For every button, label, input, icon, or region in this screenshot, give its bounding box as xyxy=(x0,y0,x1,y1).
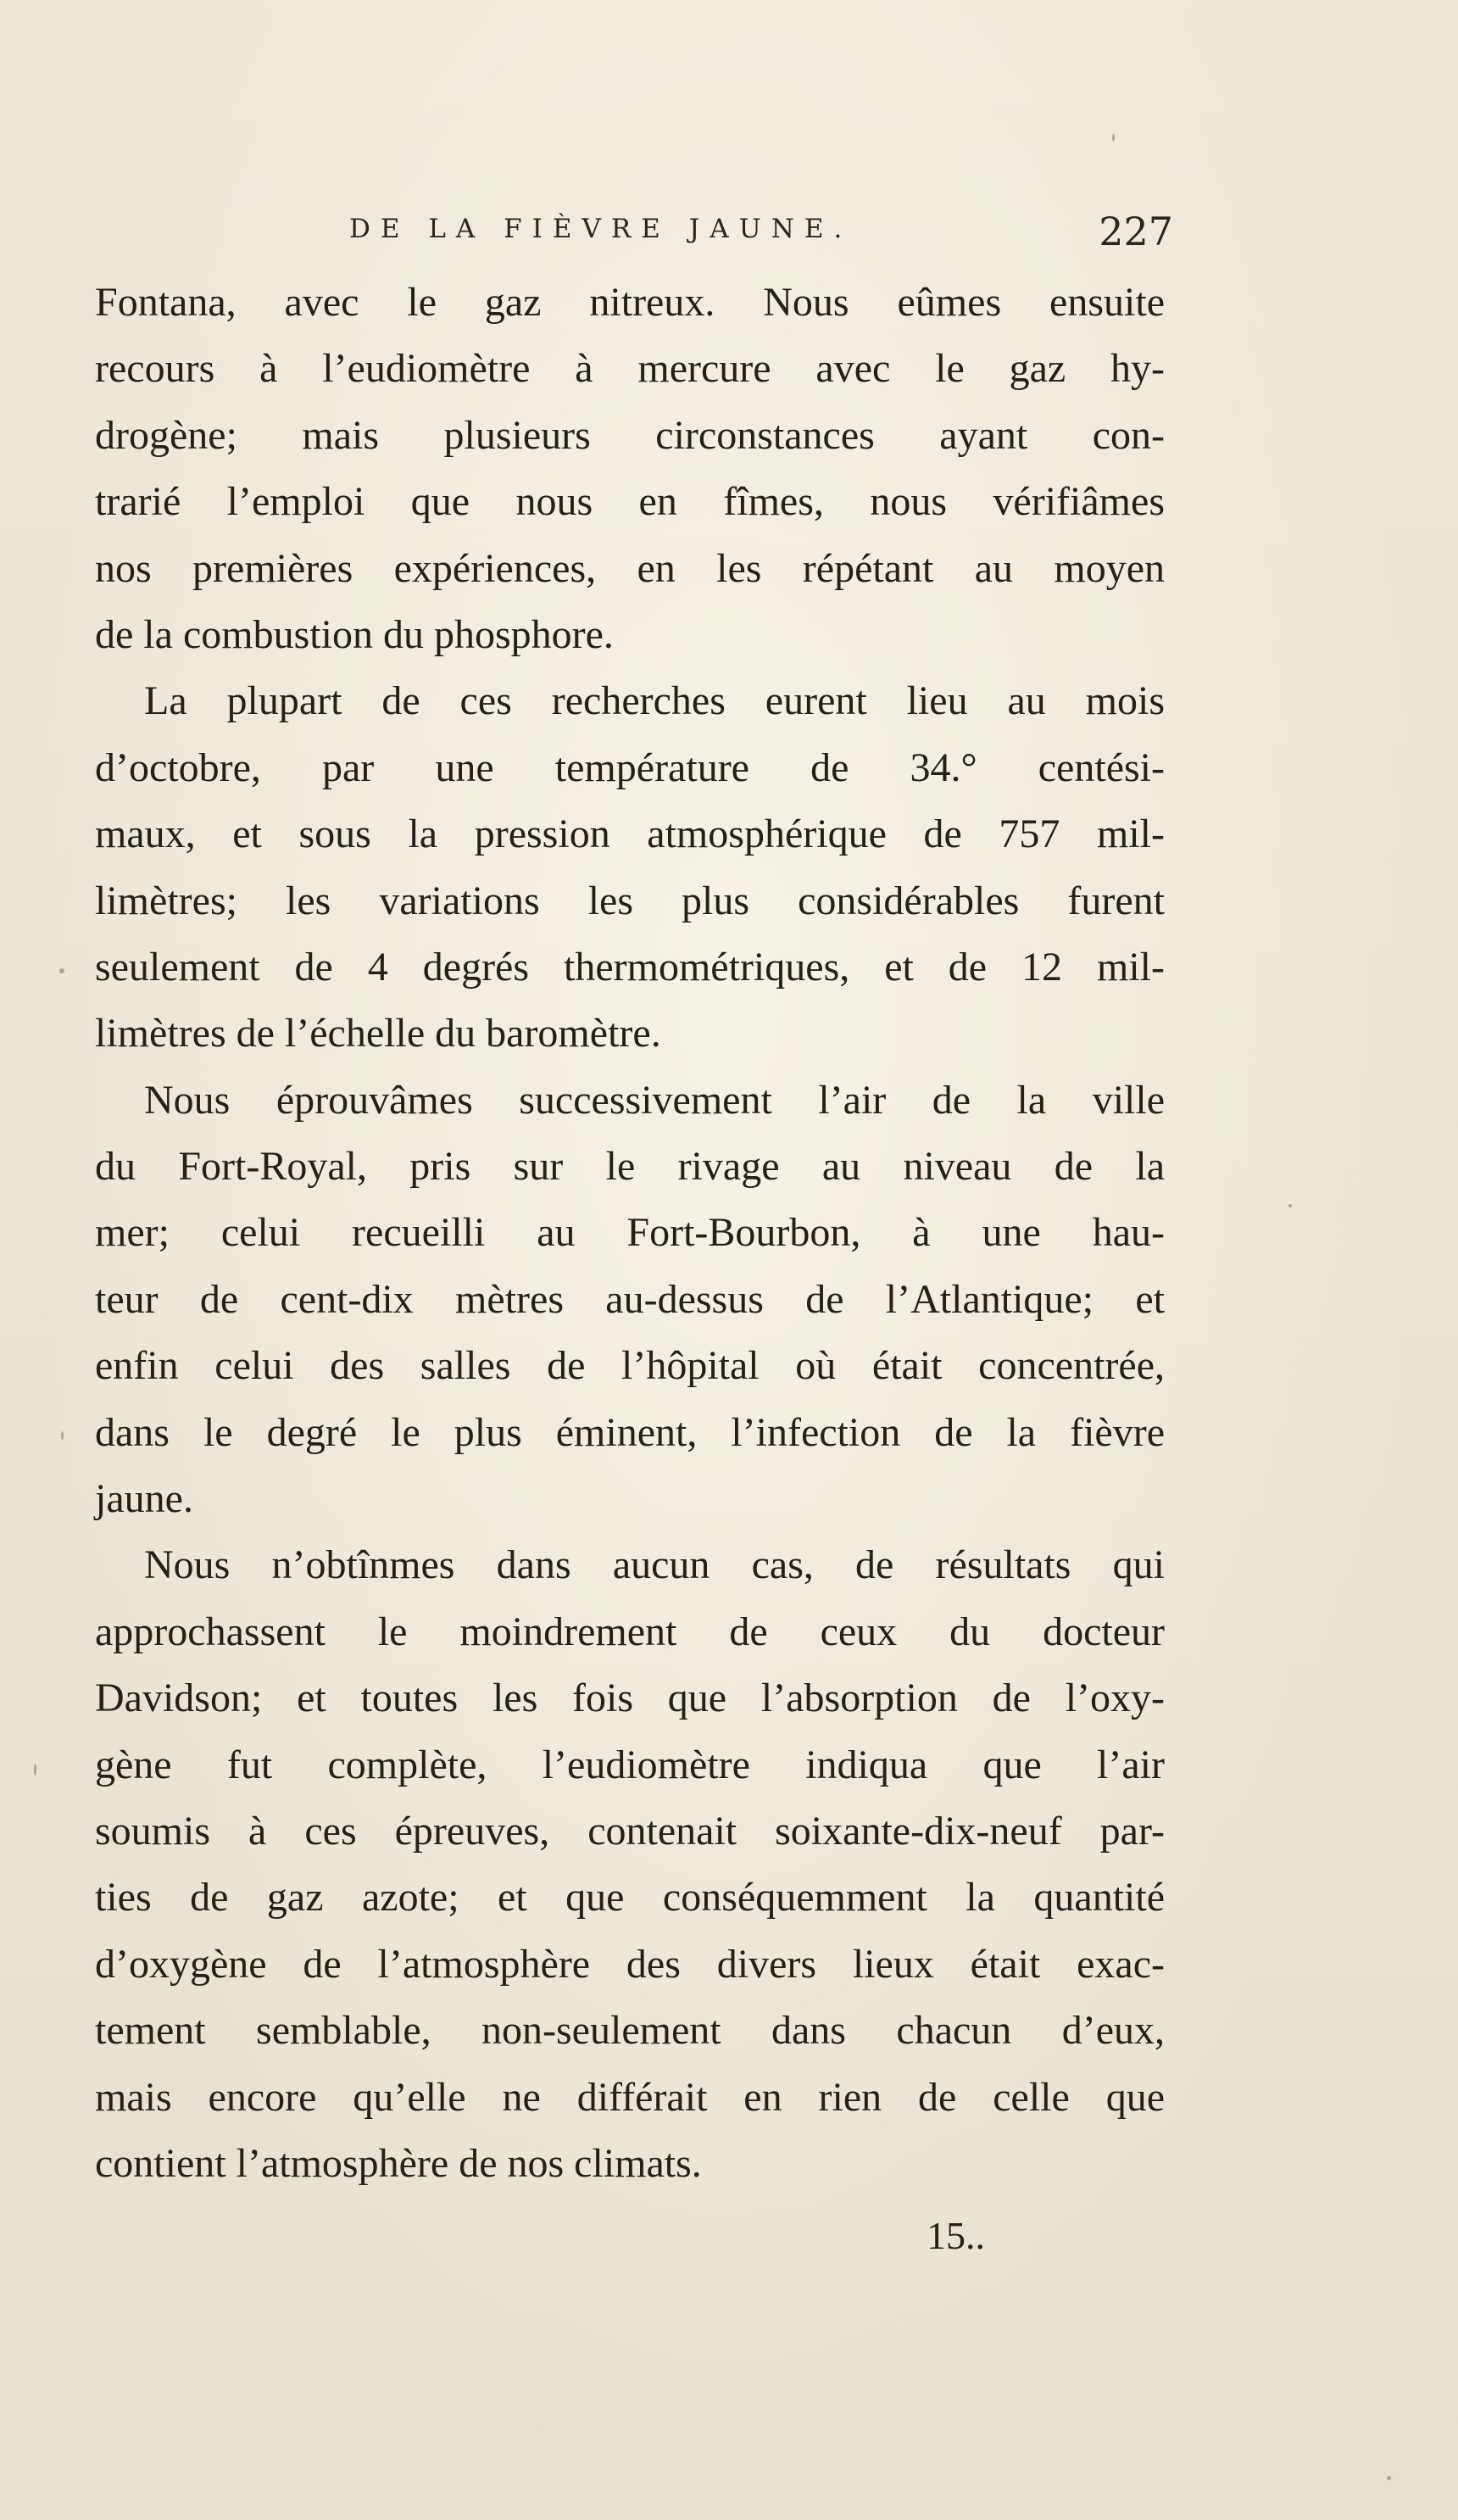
text-line: La plupart de ces recherches eurent lieu au mois xyxy=(144,678,1165,724)
text-line: tement semblable, non-seulement dans chacun d’eux, xyxy=(95,2008,1165,2054)
text-line: nos premières expériences, en les répétant au moyen xyxy=(95,545,1165,591)
text-line: mer; celui recueilli au Fort-Bourbon, à une hau- xyxy=(95,1210,1165,1256)
text-line: Davidson; et toutes les fois que l’absorption de l’oxy- xyxy=(95,1675,1165,1721)
paper-speck xyxy=(1288,1204,1292,1207)
running-head xyxy=(95,209,1173,265)
signature-mark: 15.. xyxy=(927,2214,985,2257)
text-line: recours à l’eudiomètre à mercure avec le gaz hy- xyxy=(95,346,1165,392)
text-line: gène fut complète, l’eudiomètre indiqua que l’air xyxy=(95,1742,1165,1787)
text-line: limètres; les variations les plus considérables furent xyxy=(95,878,1165,923)
text-line: trarié l’emploi que nous en fîmes, nous vérifiâmes xyxy=(95,479,1165,525)
text-line: de la combustion du phosphore. xyxy=(95,611,614,657)
text-line: Fontana, avec le gaz nitreux. Nous eûmes ensuite xyxy=(95,280,1165,325)
text-line: limètres de l’échelle du baromètre. xyxy=(95,1011,661,1057)
text-line: maux, et sous la pression atmosphérique de 757 mil- xyxy=(95,811,1165,857)
text-line: Nous éprouvâmes successivement l’air de la ville xyxy=(144,1077,1165,1123)
text-line: enfin celui des salles de l’hôpital où était concentrée, xyxy=(95,1343,1165,1389)
paper-speck xyxy=(59,968,64,973)
paragraph xyxy=(95,1068,1165,1533)
paragraph xyxy=(95,1532,1165,2197)
text-line: du Fort-Royal, pris sur le rivage au niveau de la xyxy=(95,1144,1165,1190)
text-line: dans le degré le plus éminent, l’infection de la fièvre xyxy=(95,1409,1165,1455)
paper-speck xyxy=(1387,2476,1391,2480)
text-line: drogène; mais plusieurs circonstances ayant con- xyxy=(95,412,1165,458)
text-line: Nous n’obtînmes dans aucun cas, de résultats qui xyxy=(144,1542,1165,1588)
text-line: jaune. xyxy=(95,1476,193,1522)
text-line: soumis à ces épreuves, contenait soixante-dix-neuf par- xyxy=(95,1808,1165,1854)
running-title: DE LA FIÈVRE JAUNE. xyxy=(349,214,853,244)
text-line: seulement de 4 degrés thermométriques, et de 12 mil- xyxy=(95,944,1165,990)
text-line: d’octobre, par une température de 34.° centési- xyxy=(95,744,1165,790)
text-line: teur de cent-dix mètres au-dessus de l’Atlantique; et xyxy=(95,1276,1165,1322)
text-line: approchassent le moindrement de ceux du docteur xyxy=(95,1608,1165,1654)
paper-speck xyxy=(1112,134,1115,142)
body-text xyxy=(95,270,1165,2197)
text-line: contient l’atmosphère de nos climats. xyxy=(95,2140,702,2186)
paragraph xyxy=(95,270,1165,668)
paper-speck xyxy=(34,1764,36,1776)
text-line: mais encore qu’elle ne différait en rien de celle que xyxy=(95,2074,1165,2120)
paragraph xyxy=(95,668,1165,1067)
paper-speck xyxy=(61,1431,64,1440)
page-number: 227 xyxy=(1099,209,1173,254)
text-line: ties de gaz azote; et que conséquemment la quantité xyxy=(95,1875,1165,1921)
text-line: d’oxygène de l’atmosphère des divers lieux était exac- xyxy=(95,1941,1165,1987)
